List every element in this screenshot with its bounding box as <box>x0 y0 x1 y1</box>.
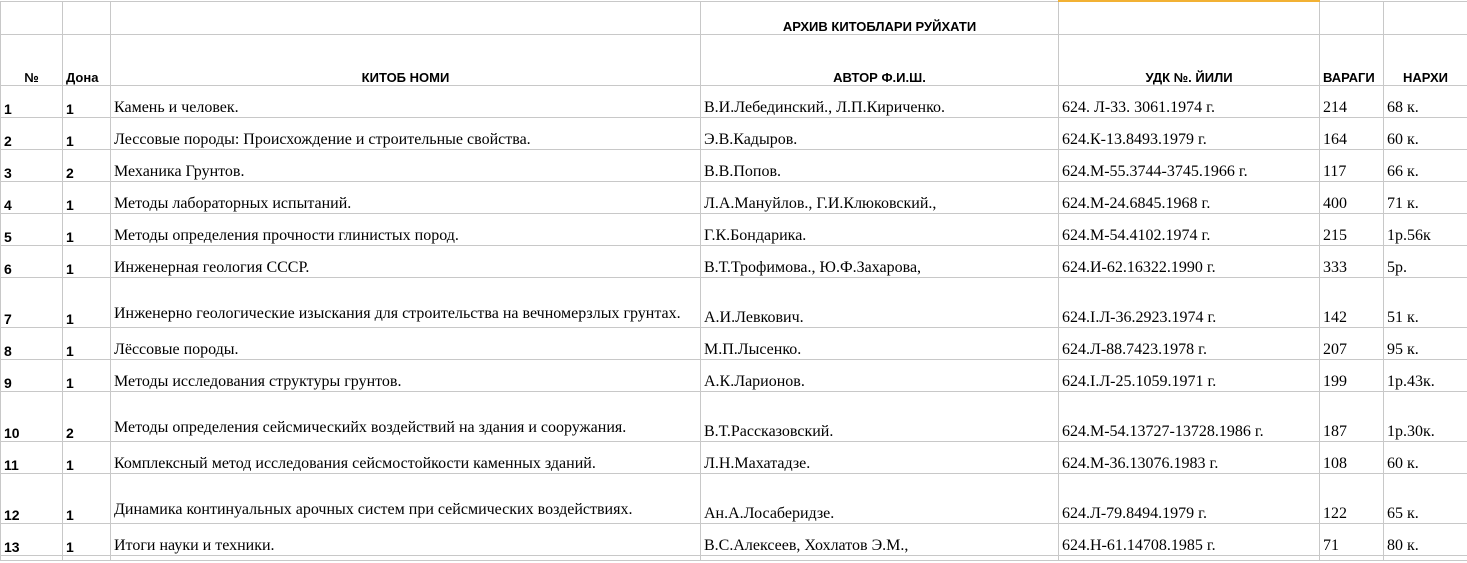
cell-author[interactable]: А.И.Левкович. <box>701 278 1059 328</box>
cell-pages[interactable]: 108 <box>1320 442 1384 474</box>
cell-number[interactable]: 12 <box>1 474 63 524</box>
cell-number[interactable]: 1 <box>1 86 63 118</box>
cell-quantity[interactable]: 1 <box>63 278 111 328</box>
cell-quantity[interactable]: 1 <box>63 86 111 118</box>
cell-number[interactable]: 8 <box>1 328 63 360</box>
cell-author[interactable]: В.Т.Рассказовский. <box>701 392 1059 442</box>
table-row <box>1 86 1467 118</box>
header-author[interactable]: АВТОР Ф.И.Ш. <box>701 35 1059 86</box>
header-number[interactable]: № <box>1 35 63 86</box>
cell-quantity[interactable]: 1 <box>63 524 111 556</box>
table-row <box>1 524 1467 556</box>
table-row <box>1 278 1467 328</box>
cell-quantity[interactable]: 1 <box>63 246 111 278</box>
cell-book-title[interactable]: Методы лабораторных испытаний. <box>111 182 701 214</box>
cell-price[interactable]: 5р. <box>1384 246 1467 278</box>
cell-pages[interactable]: 117 <box>1320 150 1384 182</box>
cell-book-title[interactable]: Методы определения сейсмическийх воздействий на здания и сооружания. <box>111 392 701 442</box>
cell-price[interactable]: 68 к. <box>1384 86 1467 118</box>
cell-author[interactable]: Г.К.Бондарика. <box>701 214 1059 246</box>
cell-quantity[interactable]: 1 <box>63 182 111 214</box>
cell-quantity[interactable]: 1 <box>63 328 111 360</box>
cell-udk-year[interactable]: 624. Л-33. 3061.1974 г. <box>1059 86 1320 118</box>
cell-price[interactable]: 66 к. <box>1384 150 1467 182</box>
cell-empty[interactable] <box>1 556 63 561</box>
cell-empty[interactable] <box>1384 556 1467 561</box>
cell-book-title[interactable]: Инженерная геология СССР. <box>111 246 701 278</box>
cell-price[interactable]: 71 к. <box>1384 182 1467 214</box>
cell-empty[interactable] <box>111 1 701 35</box>
header-row <box>1 35 1467 86</box>
header-pages[interactable]: ВАРАГИ <box>1320 35 1384 86</box>
cell-pages[interactable]: 71 <box>1320 524 1384 556</box>
table-row <box>1 214 1467 246</box>
header-quantity[interactable]: Дона <box>63 35 111 86</box>
sheet-title[interactable]: АРХИВ КИТОБЛАРИ РУЙХАТИ <box>701 1 1059 35</box>
cell-empty[interactable] <box>1059 1 1320 35</box>
cell-author[interactable]: М.П.Лысенко. <box>701 328 1059 360</box>
cell-udk-year[interactable]: 624.И-62.16322.1990 г. <box>1059 246 1320 278</box>
cell-udk-year[interactable]: 624.К-13.8493.1979 г. <box>1059 118 1320 150</box>
cell-empty[interactable] <box>1384 1 1467 35</box>
cell-quantity[interactable]: 2 <box>63 150 111 182</box>
cell-price[interactable]: 60 к. <box>1384 442 1467 474</box>
header-udk-year[interactable]: УДК №. ЙИЛИ <box>1059 35 1320 86</box>
cell-number[interactable]: 13 <box>1 524 63 556</box>
table-row <box>1 118 1467 150</box>
table-row <box>1 392 1467 442</box>
cell-udk-year[interactable]: 624.Л-88.7423.1978 г. <box>1059 328 1320 360</box>
cell-udk-year[interactable]: 624.М-24.6845.1968 г. <box>1059 182 1320 214</box>
cell-book-title[interactable]: Комплексный метод исследования сейсмостойкости каменных зданий. <box>111 442 701 474</box>
cell-price[interactable]: 1р.30к. <box>1384 392 1467 442</box>
cell-author[interactable]: Л.Н.Махатадзе. <box>701 442 1059 474</box>
cell-number[interactable]: 2 <box>1 118 63 150</box>
cell-price[interactable]: 51 к. <box>1384 278 1467 328</box>
cell-author[interactable]: В.С.Алексеев, Хохлатов Э.М., <box>701 524 1059 556</box>
cell-author[interactable]: Л.А.Мануйлов., Г.И.Клюковский., <box>701 182 1059 214</box>
cell-pages[interactable]: 400 <box>1320 182 1384 214</box>
cell-quantity[interactable]: 1 <box>63 442 111 474</box>
cell-pages[interactable]: 164 <box>1320 118 1384 150</box>
title-row <box>1 1 1467 35</box>
cell-price[interactable]: 65 к. <box>1384 474 1467 524</box>
table-row <box>1 474 1467 524</box>
cell-udk-year[interactable]: 624.Л-79.8494.1979 г. <box>1059 474 1320 524</box>
cell-author[interactable]: В.И.Лебединский., Л.П.Кириченко. <box>701 86 1059 118</box>
cell-price[interactable]: 1р.56к <box>1384 214 1467 246</box>
cell-empty[interactable] <box>1 1 63 35</box>
cell-udk-year[interactable]: 624.М-54.13727-13728.1986 г. <box>1059 392 1320 442</box>
cell-empty[interactable] <box>111 556 701 561</box>
cell-author[interactable]: В.Т.Трофимова., Ю.Ф.Захарова, <box>701 246 1059 278</box>
table-row <box>1 182 1467 214</box>
cell-quantity[interactable]: 1 <box>63 474 111 524</box>
cell-price[interactable]: 80 к. <box>1384 524 1467 556</box>
cell-udk-year[interactable]: 624.М-55.3744-3745.1966 г. <box>1059 150 1320 182</box>
cell-number[interactable]: 3 <box>1 150 63 182</box>
cell-book-title[interactable]: Методы исследования структуры грунтов. <box>111 360 701 392</box>
table-row <box>1 442 1467 474</box>
cell-pages[interactable]: 333 <box>1320 246 1384 278</box>
cell-author[interactable]: Ан.А.Лосаберидзе. <box>701 474 1059 524</box>
cell-book-title[interactable]: Методы определения прочности глинистых пород. <box>111 214 701 246</box>
cell-number[interactable]: 11 <box>1 442 63 474</box>
cell-book-title[interactable]: Лессовые породы: Происхождение и строительные свойства. <box>111 118 701 150</box>
cell-number[interactable]: 10 <box>1 392 63 442</box>
cell-pages[interactable]: 214 <box>1320 86 1384 118</box>
cell-empty[interactable] <box>63 1 111 35</box>
cell-number[interactable]: 9 <box>1 360 63 392</box>
cell-udk-year[interactable]: 624.М-36.13076.1983 г. <box>1059 442 1320 474</box>
header-price[interactable]: НАРХИ <box>1384 35 1467 86</box>
cell-quantity[interactable]: 1 <box>63 360 111 392</box>
cell-pages[interactable]: 187 <box>1320 392 1384 442</box>
cell-pages[interactable]: 122 <box>1320 474 1384 524</box>
cell-author[interactable]: Э.В.Кадыров. <box>701 118 1059 150</box>
cell-empty[interactable] <box>1320 556 1384 561</box>
cell-number[interactable]: 5 <box>1 214 63 246</box>
cell-quantity[interactable]: 1 <box>63 118 111 150</box>
cell-pages[interactable]: 199 <box>1320 360 1384 392</box>
cell-empty[interactable] <box>1059 556 1320 561</box>
cell-price[interactable]: 1р.43к. <box>1384 360 1467 392</box>
cell-empty[interactable] <box>1320 1 1384 35</box>
cell-book-title[interactable]: Инженерно геологические изыскания для строительства на вечномерзлых грунтах. <box>111 278 701 328</box>
table-row <box>1 556 1467 561</box>
cell-udk-year[interactable]: 624.I.Л-25.1059.1971 г. <box>1059 360 1320 392</box>
table-row <box>1 246 1467 278</box>
table-row <box>1 328 1467 360</box>
cell-author[interactable]: А.К.Ларионов. <box>701 360 1059 392</box>
cell-number[interactable]: 4 <box>1 182 63 214</box>
cell-udk-year[interactable]: 624.М-54.4102.1974 г. <box>1059 214 1320 246</box>
cell-price[interactable]: 60 к. <box>1384 118 1467 150</box>
cell-book-title[interactable]: Лёссовые породы. <box>111 328 701 360</box>
cell-book-title[interactable]: Динамика континуальных арочных систем при сейсмических воздействиях. <box>111 474 701 524</box>
table-row <box>1 150 1467 182</box>
cell-author[interactable]: В.В.Попов. <box>701 150 1059 182</box>
cell-book-title[interactable]: Итоги науки и техники. <box>111 524 701 556</box>
cell-empty[interactable] <box>701 556 1059 561</box>
cell-number[interactable]: 6 <box>1 246 63 278</box>
cell-quantity[interactable]: 2 <box>63 392 111 442</box>
cell-udk-year[interactable]: 624.Н-61.14708.1985 г. <box>1059 524 1320 556</box>
cell-empty[interactable] <box>63 556 111 561</box>
table-row <box>1 360 1467 392</box>
header-book-title[interactable]: КИТОБ НОМИ <box>111 35 701 86</box>
cell-number[interactable]: 7 <box>1 278 63 328</box>
cell-book-title[interactable]: Механика Грунтов. <box>111 150 701 182</box>
cell-book-title[interactable]: Камень и человек. <box>111 86 701 118</box>
cell-price[interactable]: 95 к. <box>1384 328 1467 360</box>
cell-quantity[interactable]: 1 <box>63 214 111 246</box>
cell-pages[interactable]: 142 <box>1320 278 1384 328</box>
cell-udk-year[interactable]: 624.I.Л-36.2923.1974 г. <box>1059 278 1320 328</box>
cell-pages[interactable]: 207 <box>1320 328 1384 360</box>
cell-pages[interactable]: 215 <box>1320 214 1384 246</box>
